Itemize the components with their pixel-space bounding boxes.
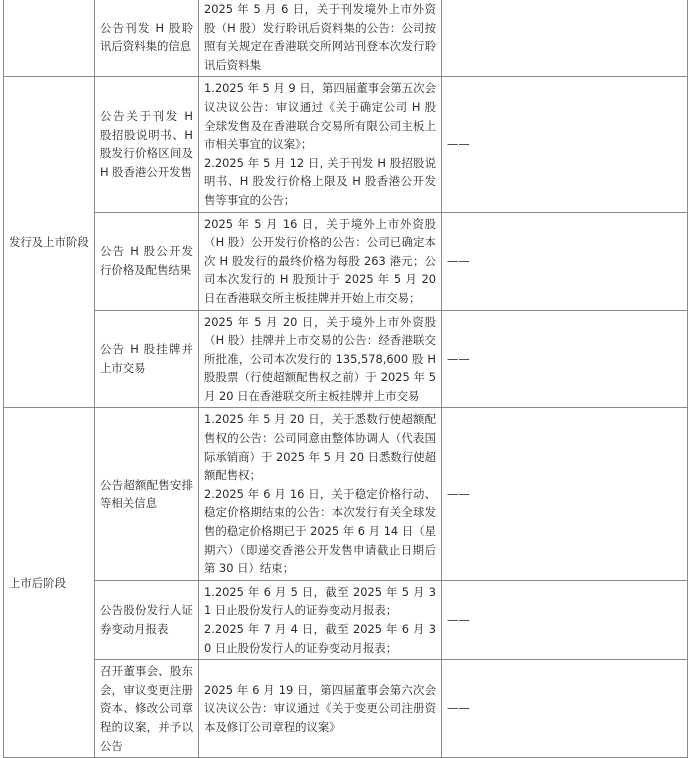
stage-cell-continued bbox=[4, 0, 95, 77]
note-cell: —— bbox=[442, 408, 688, 580]
detail-line: 2.2025 年 6 月 16 日，关于稳定价格行动、稳定价格期结束的公告：本次发行有关全球发售的稳定价格期已于 2025 年 6 月 14 日（星期六）（即递交香港公开发售申请截止日期后第 30 日）结束； bbox=[204, 486, 436, 576]
detail-cell bbox=[199, 212, 442, 310]
detail-line: 2025 年 6 月 19 日，第四届董事会第六次会议决议公告：审议通过《关于变更公司注册资本及修订公司章程的议案》 bbox=[204, 682, 436, 734]
detail-cell bbox=[199, 580, 442, 659]
detail-line: 2025 年 5 月 16 日，关于境外上市外资股（H 股）公开发行价格的公告：公司已确定本次 H 股发行的最终价格为每股 263 港元；公司本次发行的 H 股预计于 2025 年 5 月 20 日在香港联交所主板挂牌并开始上市交易； bbox=[204, 216, 436, 305]
stage-cell: 上市后阶段 bbox=[4, 408, 95, 758]
detail-cell bbox=[199, 77, 442, 212]
table-row bbox=[4, 212, 688, 310]
detail-line: 1.2025 年 5 月 9 日，第四届董事会第五次会议决议公告：审议通过《关于确定公司 H 股全球发售及在香港联合交易所有限公司主板上市相关事宜的议案》； bbox=[204, 81, 436, 152]
note-cell: —— bbox=[442, 77, 688, 212]
item-cell: 公告关于刊发 H 股招股说明书、H 股发行价格区间及 H 股香港公开发售 bbox=[95, 77, 199, 212]
note-cell: —— bbox=[442, 310, 688, 408]
detail-line: 2025 年 5 月 20 日，关于境外上市外资股（H 股）挂牌并上市交易的公告：经香港联交所批准，公司本次发行的 135,578,600 股 H 股股票（行使超额配售权之前）于 2025 年 5 月 20 日在香港联交所主板挂牌并上市交易 bbox=[204, 314, 436, 403]
detail-line: 2025 年 5 月 6 日，关于刊发境外上市外资股（H 股）发行聆讯后资料集的公告：公司按照有关规定在香港联交所网站刊登本次发行聆讯后资料集 bbox=[204, 2, 436, 72]
item-cell: 公告超额配售安排等相关信息 bbox=[95, 408, 199, 580]
note-cell bbox=[442, 0, 688, 77]
table-row bbox=[4, 77, 688, 212]
item-cell: 公告 H 股挂牌并上市交易 bbox=[95, 310, 199, 408]
detail-cell bbox=[199, 310, 442, 408]
note-cell: —— bbox=[442, 212, 688, 310]
table-row bbox=[4, 580, 688, 659]
table-row bbox=[4, 310, 688, 408]
note-cell: —— bbox=[442, 580, 688, 659]
item-cell: 公告股份发行人证券变动月报表 bbox=[95, 580, 199, 659]
detail-cell bbox=[199, 408, 442, 580]
detail-cell bbox=[199, 660, 442, 758]
table-row bbox=[4, 660, 688, 758]
detail-line: 1.2025 年 5 月 20 日，关于悉数行使超额配售权的公告：公司同意由整体协调人（代表国际承销商）于 2025 年 5 月 20 日悉数行使超额配售权； bbox=[204, 412, 436, 483]
stage-cell: 发行及上市阶段 bbox=[4, 77, 95, 408]
detail-line: 2.2025 年 5 月 12 日, 关于刊发 H 股招股说明书、H 股发行价格上限及 H 股香港公开发售等事宜的公告； bbox=[204, 155, 436, 207]
disclosure-table bbox=[3, 0, 688, 758]
item-cell: 公告刊发 H 股聆讯后资料集的信息 bbox=[95, 0, 199, 77]
item-cell: 公告 H 股公开发行价格及配售结果 bbox=[95, 212, 199, 310]
item-cell: 召开董事会、股东会，审议变更注册资本、修改公司章程的议案，并予以公告 bbox=[95, 660, 199, 758]
detail-line: 2.2025 年 7 月 4 日，截至 2025 年 6 月 30 日止股份发行人的证券变动月报表； bbox=[204, 622, 436, 655]
table-row bbox=[4, 0, 688, 77]
detail-cell bbox=[199, 0, 442, 77]
table-row bbox=[4, 408, 688, 580]
detail-line: 1.2025 年 6 月 5 日，截至 2025 年 5 月 31 日止股份发行人的证券变动月报表； bbox=[204, 584, 436, 618]
note-cell: —— bbox=[442, 660, 688, 758]
